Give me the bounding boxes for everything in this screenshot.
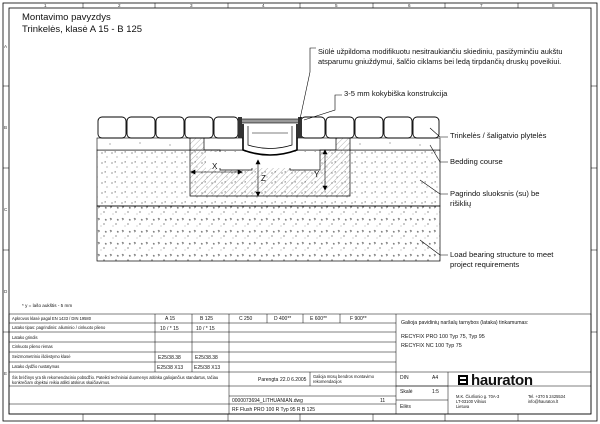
row2-sub: Latako grindis: [12, 335, 38, 340]
lapas-label: Eilės: [400, 404, 411, 410]
scale-label: Skalė: [400, 389, 413, 395]
class-f900: F 900**: [350, 316, 367, 322]
frame-row-e: E: [4, 371, 8, 376]
row2-value-a15: 10 / * 15: [160, 326, 179, 332]
load-label-line1: Load bearing structure to meet: [450, 250, 554, 259]
sealing-note: Siūlė užpildoma modifikuotu nesitraukiančiu skiediniu, pasižyminčiu aukštu atsparumu gniuždymui, šalčio ciklams bei ledą tirpdančių druskų poveikiui.: [318, 47, 563, 66]
address-line1: M.K. Čiurlionio g. 70A-3: [456, 394, 500, 399]
scale-value: 1:5: [432, 389, 439, 395]
frame-row-a: A: [4, 44, 8, 49]
base-label-line2: rišiklių: [450, 199, 472, 208]
frame-row-b: B: [4, 125, 8, 130]
drawing-subtitle: Trinkelės, klasė A 15 - B 125: [22, 24, 143, 35]
concrete-note: 3-5 mm kokybiška konstrukcija: [344, 89, 448, 98]
frame-col-4: 4: [262, 3, 265, 8]
row1-label: Apkrovos klasė pagal EN 1433 / DIN 19580: [12, 316, 91, 321]
parengta-label: Parengta: [258, 377, 279, 383]
load-label-line2: project requirements: [450, 260, 520, 269]
frame-row-c: C: [4, 207, 8, 212]
paving-label: Trinkelės / šaligatvio plytelės: [450, 131, 547, 140]
address-line2: LT-03100 Vilnius: [456, 399, 487, 404]
row4-value-a15: E25/38.38: [158, 355, 181, 361]
row5-value-b125: E25/38 X13: [194, 365, 221, 371]
class-b125: B 125: [200, 316, 214, 322]
frame-col-5: 5: [335, 3, 338, 8]
class-a15: A 15: [165, 316, 176, 322]
row2-label: Latako tipas: pagrindinis: aliuminio / cinkuoto plieno: [12, 325, 106, 330]
class-d400: D 400**: [274, 316, 292, 322]
product-2: RECYFIX NC 100 Typ 75: [401, 343, 462, 349]
load-bearing-layer: [97, 206, 440, 261]
row5-value-a15: E25/38 X13: [157, 365, 184, 371]
address-line3: Lietuva: [456, 404, 470, 409]
hauraton-logo-icon: [458, 375, 468, 385]
din-label: DIN: [400, 375, 409, 381]
validity-note: Galioja mūsų bendros montavimo rekomendacijos: [313, 374, 374, 384]
drawing-title: Montavimo pavyzdys: [22, 12, 111, 23]
drawing-file: 0000073694_LITHUANIAN.dwg: [232, 398, 303, 404]
footnote: * y = lašo aukštis - 5 mm: [22, 303, 73, 308]
disclaimer: Šis brėžinys yra tik rekomendacinio pobūdžio. Pateikti techniniai duomenys atitinka galiojančius standartus, tačiau konkrečiam objektui reikia atlikti atskirus skaičiavimus.: [12, 375, 219, 385]
drainage-channel: [238, 117, 302, 155]
class-e600: E 600**: [310, 316, 327, 322]
approval-header: Galioja pavidinių naršalų tarnybos (lataka) tinkamumas:: [401, 320, 529, 326]
dimension-x: X: [212, 162, 218, 171]
dimension-z: Z: [261, 174, 266, 183]
row5-label: Latako dydžio nustatymas: [12, 364, 60, 369]
row2-value-b125: 10 / * 15: [196, 326, 215, 332]
class-c250: C 250: [239, 316, 253, 322]
drawing-date: 22.0 6.2005: [280, 377, 307, 383]
frame-col-8: 8: [552, 3, 555, 8]
base-label-line1: Pagrindo sluoksnis (su) be: [450, 189, 540, 198]
drawing-code: RF Flush PRO 100 R Typ 95 R B 125: [232, 407, 316, 413]
din-value: A4: [432, 375, 439, 381]
frame-row-d: D: [4, 289, 8, 294]
email: info@hauraton.lt: [528, 399, 559, 404]
phone: Tel. +370 5 2425534: [528, 394, 566, 399]
frame-col-7: 7: [480, 3, 483, 8]
dimension-y: Y: [314, 170, 320, 179]
frame-col-1: 1: [44, 3, 47, 8]
bedding-label: Bedding course: [450, 157, 503, 166]
sheet-number: 11: [380, 398, 386, 404]
row4-label: Seizmometrinio išdėstymo klasė: [12, 354, 71, 359]
frame-col-3: 3: [190, 3, 193, 8]
row4-value-b125: E25/38.38: [195, 355, 218, 361]
frame-col-6: 6: [408, 3, 411, 8]
company-logo: hauraton: [471, 372, 533, 389]
frame-col-2: 2: [118, 3, 121, 8]
row3-label: Cinkuoto plieno rėmas: [12, 344, 53, 349]
product-1: RECYFIX PRO 100 Typ 75, Typ 95: [401, 334, 485, 340]
